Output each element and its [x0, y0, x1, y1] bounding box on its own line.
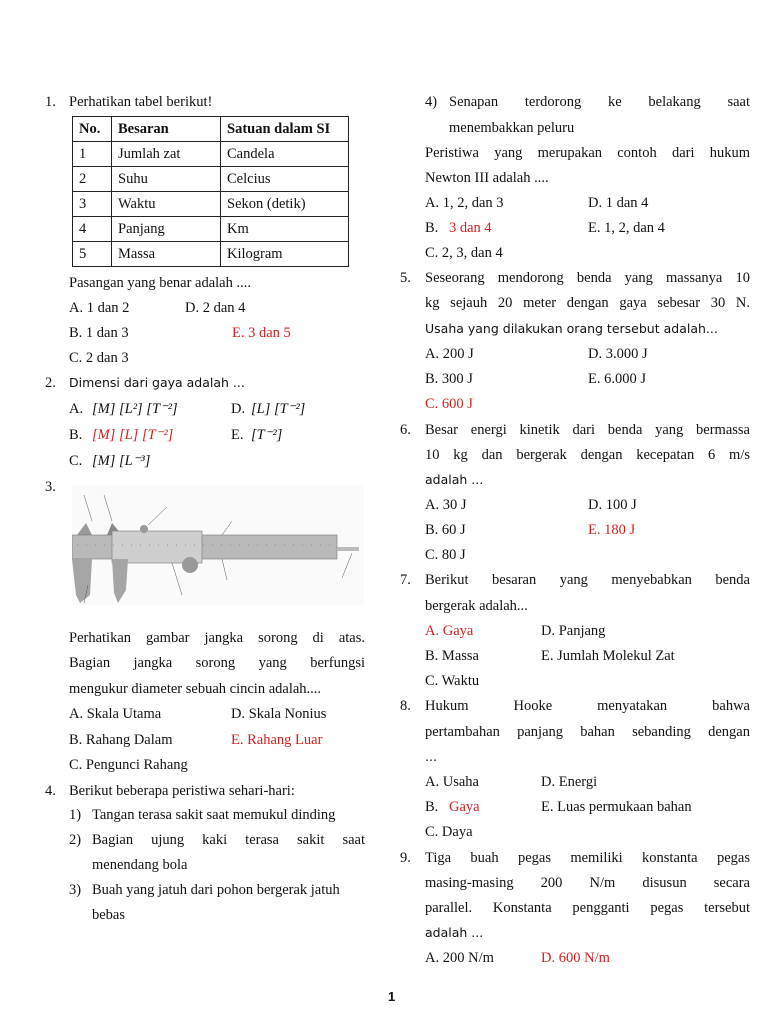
- q4-item-3-number: 3): [69, 882, 82, 898]
- q5-option-d: D. 3.000 J: [588, 346, 648, 362]
- q7-number: 7.: [400, 572, 411, 588]
- q7-option-a-answer: A. Gaya: [425, 623, 474, 639]
- q4-prompt: Berikut beberapa peristiwa sehari-hari:: [69, 783, 295, 799]
- q7-option-e: E. Jumlah Molekul Zat: [541, 648, 675, 664]
- q5-line-3: Usaha yang dilakukan orang tersebut adalah...: [425, 321, 718, 336]
- q9-option-a: A. 200 N/m: [425, 950, 494, 966]
- q4-item-4-number: 4): [425, 94, 438, 110]
- q4-item-1: Tangan terasa sakit saat memukul dinding: [92, 807, 336, 823]
- q1-prompt: Perhatikan tabel berikut!: [69, 94, 213, 110]
- q8-option-b-answer: Gaya: [449, 799, 480, 815]
- vernier-caliper-image: [72, 485, 364, 605]
- q4-item-3-line-2: bebas: [92, 907, 126, 923]
- si-units-table: [72, 116, 349, 267]
- q1-option-e-answer: E. 3 dan 5: [232, 325, 291, 341]
- q5-line-1: Seseorang mendorong benda yang massanya 10: [425, 270, 750, 286]
- q9-number: 9.: [400, 850, 411, 866]
- q9-option-d-answer: D. 600 N/m: [541, 950, 610, 966]
- q8-line-3: ...: [425, 749, 437, 764]
- q1-number: 1.: [45, 94, 56, 110]
- q8-line-1: Hukum Hooke menyatakan bahwa: [425, 698, 750, 714]
- q1-option-a: A. 1 dan 2: [69, 300, 130, 316]
- q2-question: Dimensi dari gaya adalah ...: [69, 375, 245, 390]
- q4-option-b-label: B.: [425, 220, 439, 236]
- cell: 3: [73, 192, 112, 217]
- q6-option-b: B. 60 J: [425, 522, 466, 538]
- table-row: [73, 142, 349, 167]
- col-satuan: Satuan dalam SI: [221, 117, 349, 142]
- q4-option-c: C. 2, 3, dan 4: [425, 245, 503, 261]
- cell: Sekon (detik): [221, 192, 349, 217]
- q6-number: 6.: [400, 422, 411, 438]
- q1-option-b: B. 1 dan 3: [69, 325, 129, 341]
- q4-item-2-line-1: Bagian ujung kaki terasa sakit saat: [92, 832, 365, 848]
- q4-item-4-line-1: Senapan terdorong ke belakang saat: [449, 94, 750, 110]
- q4-question-1: Peristiwa yang merupakan contoh dari hukum: [425, 145, 750, 161]
- col-no: No.: [73, 117, 112, 142]
- q3-option-a: A. Skala Utama: [69, 706, 162, 722]
- q9-line-4: adalah ...: [425, 925, 484, 940]
- q6-line-2: 10 kg dan bergerak dengan kecepatan 6 m/s: [425, 447, 750, 463]
- depth-rod: [337, 547, 359, 551]
- cell: Candela: [221, 142, 349, 167]
- q4-option-a: A. 1, 2, dan 3: [425, 195, 504, 211]
- q4-option-b-answer: 3 dan 4: [449, 220, 492, 236]
- q2-option-c: [M] [L⁻³]: [92, 453, 151, 469]
- q6-line-3: adalah ...: [425, 472, 484, 487]
- q5-option-e: E. 6.000 J: [588, 371, 646, 387]
- cell: 5: [73, 242, 112, 267]
- cell: Suhu: [112, 167, 221, 192]
- q9-line-3: parallel. Konstanta pengganti pegas tersebut: [425, 900, 750, 916]
- q3-number: 3.: [45, 479, 56, 495]
- cell: Waktu: [112, 192, 221, 217]
- cell: 1: [73, 142, 112, 167]
- cell: Celcius: [221, 167, 349, 192]
- q7-line-2: bergerak adalah...: [425, 598, 528, 614]
- page-number: 1: [388, 989, 396, 1004]
- table-row: [73, 217, 349, 242]
- q7-option-c: C. Waktu: [425, 673, 480, 689]
- q4-question-2: Newton III adalah ....: [425, 170, 549, 186]
- q6-option-a: A. 30 J: [425, 497, 467, 513]
- cell: Kilogram: [221, 242, 349, 267]
- q4-item-3-line-1: Buah yang jatuh dari pohon bergerak jatuh: [92, 882, 340, 898]
- q4-option-d: D. 1 dan 4: [588, 195, 649, 211]
- q3-option-b: B. Rahang Dalam: [69, 732, 173, 748]
- q3-option-d: D. Skala Nonius: [231, 706, 327, 722]
- q1-option-d: D. 2 dan 4: [185, 300, 246, 316]
- q7-line-1: Berikut besaran yang menyebabkan benda: [425, 572, 750, 588]
- table-row: [73, 242, 349, 267]
- q2-option-d-label: D.: [231, 401, 246, 417]
- q3-line-1: Perhatikan gambar jangka sorong di atas.: [69, 630, 365, 646]
- q8-option-b-label: B.: [425, 799, 439, 815]
- cell: Jumlah zat: [112, 142, 221, 167]
- q5-option-a: A. 200 J: [425, 346, 474, 362]
- q1-option-c: C. 2 dan 3: [69, 350, 129, 366]
- q7-option-b: B. Massa: [425, 648, 479, 664]
- q2-option-a: [M] [L²] [T⁻²]: [92, 401, 178, 417]
- q2-option-d: [L] [T⁻²]: [251, 401, 306, 417]
- q2-option-a-label: A.: [69, 401, 84, 417]
- q2-option-c-label: C.: [69, 453, 83, 469]
- q5-number: 5.: [400, 270, 411, 286]
- q4-item-2-line-2: menendang bola: [92, 857, 188, 873]
- q7-option-d: D. Panjang: [541, 623, 606, 639]
- q3-line-3: mengukur diameter sebuah cincin adalah....: [69, 681, 322, 697]
- q4-number: 4.: [45, 783, 56, 799]
- q4-item-1-number: 1): [69, 807, 82, 823]
- q2-option-b-label: B.: [69, 427, 83, 443]
- table-row: [73, 192, 349, 217]
- q5-line-2: kg sejauh 20 meter dengan gaya sebesar 30 N.: [425, 295, 750, 311]
- cell: 4: [73, 217, 112, 242]
- q6-line-1: Besar energi kinetik dari benda yang bermassa: [425, 422, 750, 438]
- q9-line-1: Tiga buah pegas memiliki konstanta pegas: [425, 850, 750, 866]
- q2-option-e: [T⁻²]: [251, 427, 283, 443]
- q3-option-c: C. Pengunci Rahang: [69, 757, 188, 773]
- q5-option-b: B. 300 J: [425, 371, 473, 387]
- cell: Panjang: [112, 217, 221, 242]
- q8-option-c: C. Daya: [425, 824, 473, 840]
- cell: Massa: [112, 242, 221, 267]
- q4-item-2-number: 2): [69, 832, 82, 848]
- q8-number: 8.: [400, 698, 411, 714]
- q8-line-2: pertambahan panjang bahan sebanding dengan: [425, 724, 750, 740]
- cell: Km: [221, 217, 349, 242]
- thumb-wheel: [182, 557, 198, 573]
- q6-option-c: C. 80 J: [425, 547, 466, 563]
- table-row: [73, 167, 349, 192]
- q5-option-c-answer: C. 600 J: [425, 396, 473, 412]
- q4-option-e: E. 1, 2, dan 4: [588, 220, 665, 236]
- lock-screw: [140, 525, 148, 533]
- q6-option-e-answer: E. 180 J: [588, 522, 636, 538]
- q2-option-e-label: E.: [231, 427, 244, 443]
- q2-number: 2.: [45, 375, 56, 391]
- cell: 2: [73, 167, 112, 192]
- q6-option-d: D. 100 J: [588, 497, 637, 513]
- q9-line-2: masing-masing 200 N/m disusun secara: [425, 875, 750, 891]
- q8-option-a: A. Usaha: [425, 774, 479, 790]
- q4-item-4-line-2: menembakkan peluru: [449, 120, 575, 136]
- table-header: [73, 117, 349, 142]
- q3-line-2: Bagian jangka sorong yang berfungsi: [69, 655, 365, 671]
- col-besaran: Besaran: [112, 117, 221, 142]
- q8-option-d: D. Energi: [541, 774, 598, 790]
- q1-question: Pasangan yang benar adalah ....: [69, 275, 251, 291]
- q2-option-b-answer: [M] [L] [T⁻²]: [92, 427, 174, 443]
- q8-option-e: E. Luas permukaan bahan: [541, 799, 692, 815]
- q3-option-e-answer: E. Rahang Luar: [231, 732, 323, 748]
